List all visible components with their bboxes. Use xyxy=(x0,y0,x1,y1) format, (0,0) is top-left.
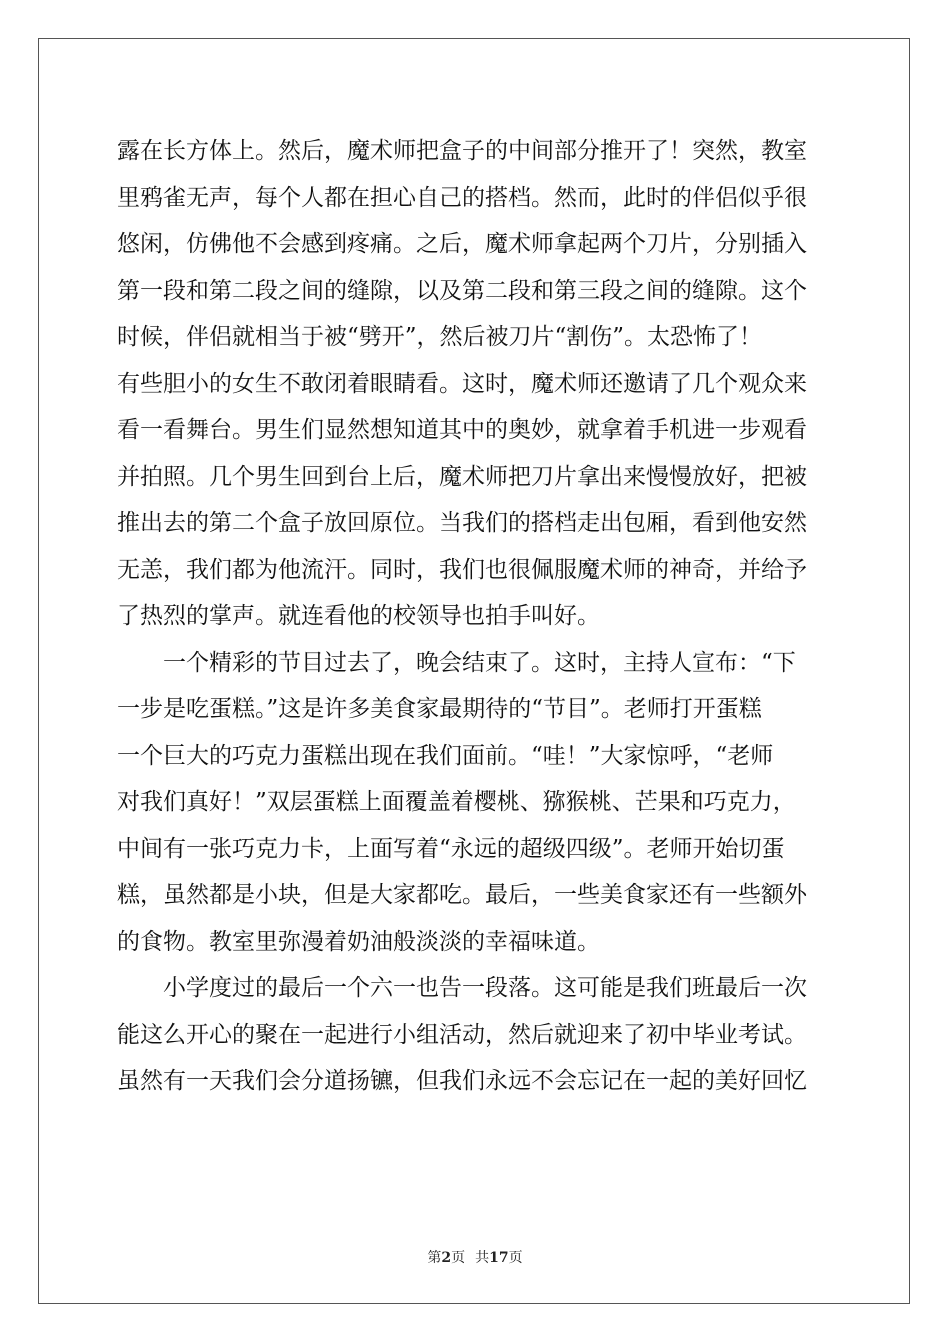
text-line: 虽然有一天我们会分道扬镳，但我们永远不会忘记在一起的美好回忆 xyxy=(117,1068,807,1094)
text-line: 一个巨大的巧克力蛋糕出现在我们面前。“哇！”大家惊呼，“老师 xyxy=(117,742,774,769)
text-line: 小学度过的最后一个六一也告一段落。这可能是我们班最后一次 xyxy=(163,975,807,1001)
text-line: 时候，伴侣就相当于被“劈开”，然后被刀片“割伤”。太恐怖了！ xyxy=(117,324,763,350)
text-line: 并拍照。几个男生回到台上后，魔术师把刀片拿出来慢慢放好，把被 xyxy=(117,463,807,490)
text-line: 中间有一张巧克力卡，上面写着“永远的超级四级”。老师开始切蛋 xyxy=(117,835,785,862)
text-line: 露在长方体上。然后，魔术师把盒子的中间部分推开了！突然，教室 xyxy=(117,138,807,164)
text-line: 第一段和第二段之间的缝隙，以及第二段和第三段之间的缝隙。这个 xyxy=(117,277,807,304)
total-suffix: 页 xyxy=(508,1250,523,1266)
text-line: 了热烈的掌声。就连看他的校领导也拍手叫好。 xyxy=(117,603,600,629)
text-line: 有些胆小的女生不敢闭着眼睛看。这时，魔术师还邀请了几个观众来 xyxy=(117,370,807,397)
page-suffix: 页 xyxy=(451,1250,466,1266)
page-footer xyxy=(0,1249,950,1267)
text-line: 糕，虽然都是小块，但是大家都吃。最后，一些美食家还有一些额外 xyxy=(117,882,807,908)
text-line: 一个精彩的节目过去了，晚会结束了。这时，主持人宣布：“下 xyxy=(163,649,796,676)
text-line: 对我们真好！”双层蛋糕上面覆盖着樱桃、猕猴桃、芒果和巧克力， xyxy=(117,789,796,815)
text-line: 一步是吃蛋糕。”这是许多美食家最期待的“节目”。老师打开蛋糕 xyxy=(117,696,762,722)
document-body xyxy=(117,128,833,1105)
paragraph xyxy=(117,965,833,1105)
text-line: 悠闲，仿佛他不会感到疼痛。之后，魔术师拿起两个刀片，分别插入 xyxy=(117,231,807,257)
paragraph xyxy=(117,128,833,640)
text-line: 看一看舞台。男生们显然想知道其中的奥妙，就拿着手机进一步观看 xyxy=(117,417,807,443)
text-line: 能这么开心的聚在一起进行小组活动，然后就迎来了初中毕业考试。 xyxy=(117,1021,807,1048)
page-prefix: 第 xyxy=(427,1250,442,1266)
paragraph xyxy=(117,640,833,966)
text-line: 推出去的第二个盒子放回原位。当我们的搭档走出包厢，看到他安然 xyxy=(117,510,807,536)
page-number: 2 xyxy=(441,1250,452,1266)
text-line: 的食物。教室里弥漫着奶油般淡淡的幸福味道。 xyxy=(117,928,600,955)
total-pages: 17 xyxy=(489,1250,509,1266)
text-line: 里鸦雀无声，每个人都在担心自己的搭档。然而，此时的伴侣似乎很 xyxy=(117,184,807,211)
text-line: 无恙，我们都为他流汗。同时，我们也很佩服魔术师的神奇，并给予 xyxy=(117,556,807,583)
total-prefix: 共 xyxy=(475,1250,490,1266)
